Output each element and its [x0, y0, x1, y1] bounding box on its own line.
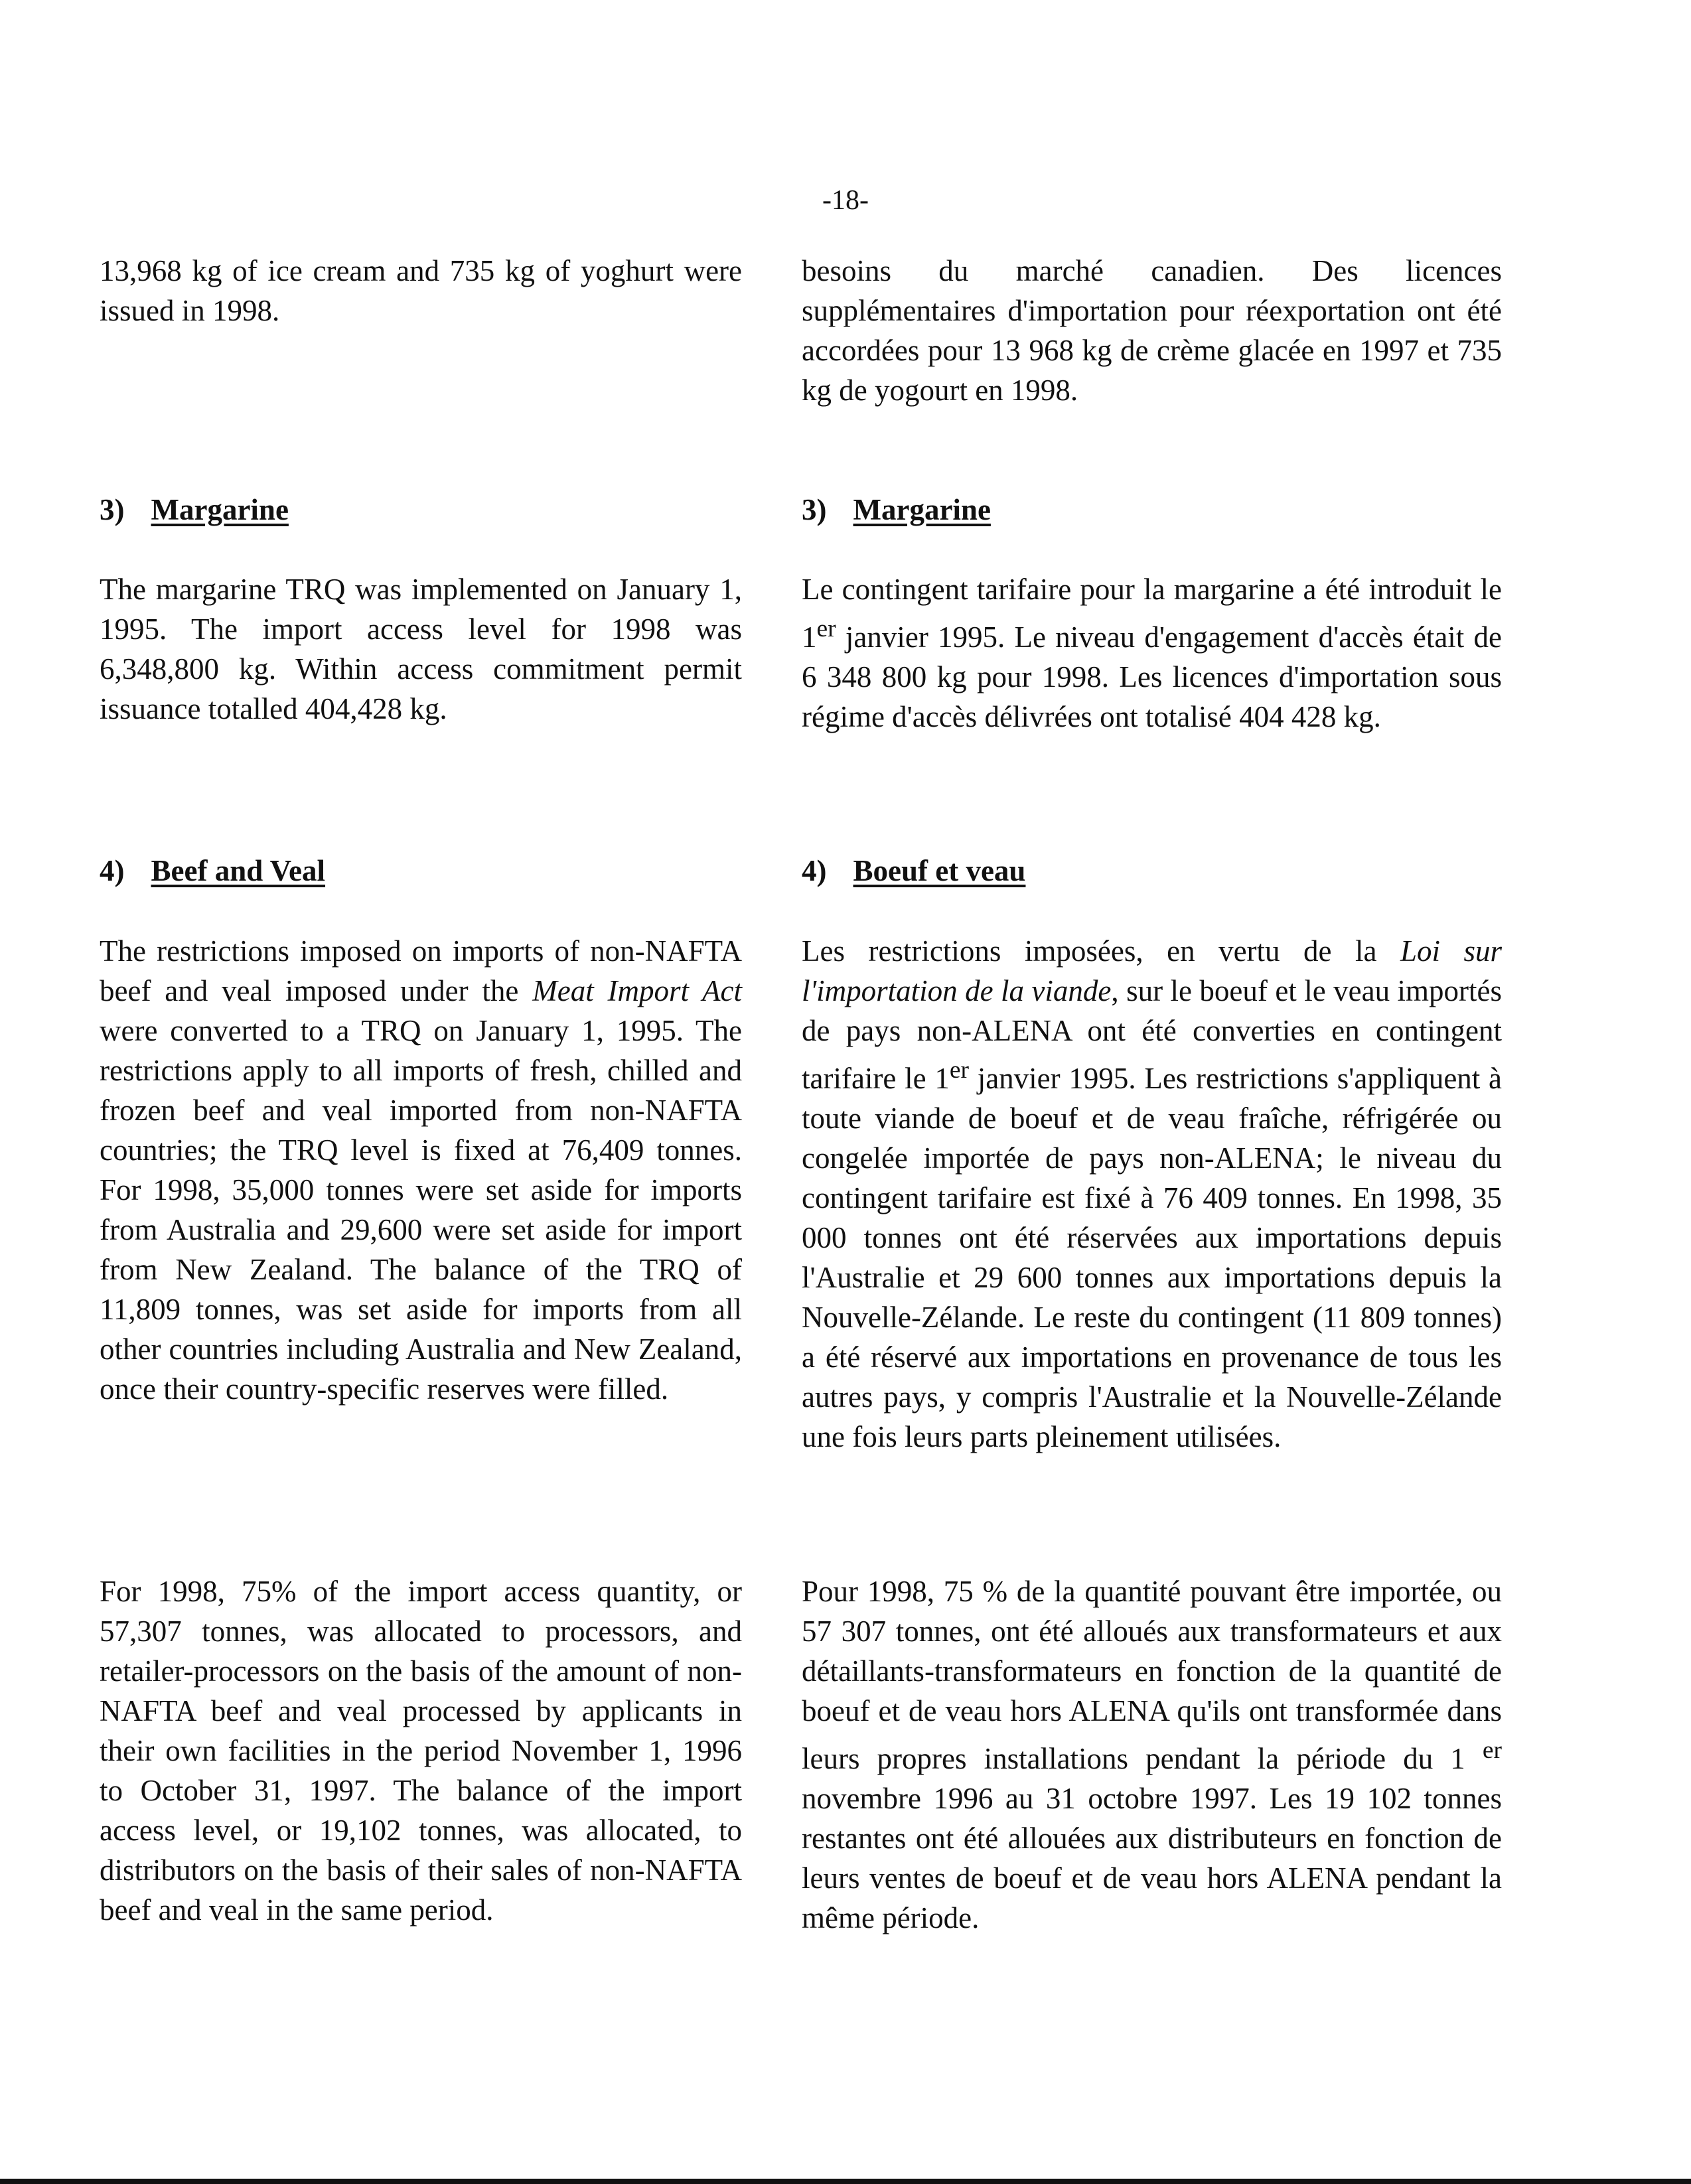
fr-beef-veal-paragraph-2 — [802, 1571, 1502, 1938]
page-bottom-edge — [0, 2179, 1691, 2184]
en-beef-veal-paragraph-2 — [100, 1571, 742, 1930]
en-beef-veal-text-2: For 1998, 75% of the import access quantity, or 57,307 tonnes, was allocated to processors, and retailer-processors on the basis of the amount of non-NAFTA beef and veal processed by applicants in their own facilities in the period November 1, 1996 to October 31, 1997. The balance of the import access level, or 19,102 tonnes, was allocated, to distributors on the basis of their sales of non-NAFTA beef and veal in the same period. — [100, 1575, 742, 1927]
fr-heading-beef-veal — [802, 851, 1025, 891]
en-heading-margarine — [100, 490, 289, 530]
en-heading-4-title: Beef and Veal — [151, 854, 326, 887]
en-margarine-paragraph — [100, 569, 742, 729]
fr-heading-4-title: Boeuf et veau — [853, 854, 1026, 887]
fr-margarine-text: Le contingent tarifaire pour la margarine a été introduit le 1er janvier 1995. Le niveau d'engagement d'accès était de 6 348 800 kg pour 1998. Les licences d'importation sous régime d'accès délivrées ont totalisé 404 428 kg. — [802, 573, 1502, 733]
fr-heading-4-number: 4) — [802, 854, 827, 887]
en-beef-veal-text-1: The restrictions imposed on imports of non-NAFTA beef and veal imposed under the Meat Import Act were converted to a TRQ on January 1, 1995. The restrictions apply to all imports of fresh, chilled and frozen beef and veal imported from non-NAFTA countries; the TRQ level is fixed at 76,409 tonnes. For 1998, 35,000 tonnes were set aside for imports from Australia and 29,600 were set aside for import from New Zealand. The balance of the TRQ of 11,809 tonnes, was set aside for imports from all other countries including Australia and New Zealand, once their country-specific reserves were filled. — [100, 934, 743, 1406]
fr-heading-3-title: Margarine — [853, 493, 991, 526]
fr-beef-veal-paragraph-1 — [802, 931, 1502, 1457]
fr-loi-importation-viande: Loi sur l'importation de la viande — [802, 934, 1502, 1007]
fr-intro-text: besoins du marché canadien. Des licences supplémentaires d'importation pour réexportation ont été accordées pour 13 968 kg de crème glacée en 1997 et 735 kg de yogourt en 1998. — [802, 254, 1502, 407]
page-number: -18- — [822, 185, 869, 216]
fr-intro-paragraph — [802, 251, 1502, 410]
fr-heading-3-number: 3) — [802, 493, 827, 526]
en-heading-4-number: 4) — [100, 854, 125, 887]
fr-margarine-paragraph — [802, 569, 1502, 737]
en-meat-import-act: Meat Import Act — [532, 974, 743, 1007]
en-heading-beef-veal — [100, 851, 325, 891]
en-margarine-text: The margarine TRQ was implemented on January 1, 1995. The import access level for 1998 was 6,348,800 kg. Within access commitment permit issuance totalled 404,428 kg. — [100, 573, 742, 725]
en-beef-veal-paragraph-1 — [100, 931, 742, 1409]
fr-beef-veal-text-2: Pour 1998, 75 % de la quantité pouvant être importée, ou 57 307 tonnes, ont été alloués aux transformateurs et aux détaillants-transformateurs en fonction de la quantité de boeuf et de veau hors ALENA qu'ils ont transformée dans leurs propres installations pendant la période du 1 $^{er}$ novembre 1996 au 31 octobre 1997. Les 19 102 tonnes restantes ont été allouées aux distributeurs en fonction de leurs ventes de boeuf et de veau hors ALENA pendant la même période. — [802, 1575, 1502, 1934]
en-intro-paragraph — [100, 251, 742, 330]
en-heading-3-title: Margarine — [151, 493, 289, 526]
fr-heading-margarine — [802, 490, 991, 530]
en-intro-text: 13,968 kg of ice cream and 735 kg of yoghurt were issued in 1998. — [100, 254, 742, 327]
fr-beef-veal-text-1: Les restrictions imposées, en vertu de la Loi sur l'importation de la viande, sur le boeuf et le veau importés de pays non-ALENA ont été converties en contingent tarifaire le 1er janvier 1995. Les restrictions s'appliquent à toute viande de boeuf et de veau fraîche, réfrigérée ou congelée importée de pays non-ALENA; le niveau du contingent tarifaire est fixé à 76 409 tonnes. En 1998, 35 000 tonnes ont été réservées aux importations depuis l'Australie et 29 600 tonnes aux importations depuis la Nouvelle-Zélande. Le reste du contingent (11 809 tonnes) a été réservé aux importations en provenance de tous les autres pays, y compris l'Australie et la Nouvelle-Zélande une fois leurs parts pleinement utilisées. — [802, 934, 1502, 1453]
en-heading-3-number: 3) — [100, 493, 125, 526]
